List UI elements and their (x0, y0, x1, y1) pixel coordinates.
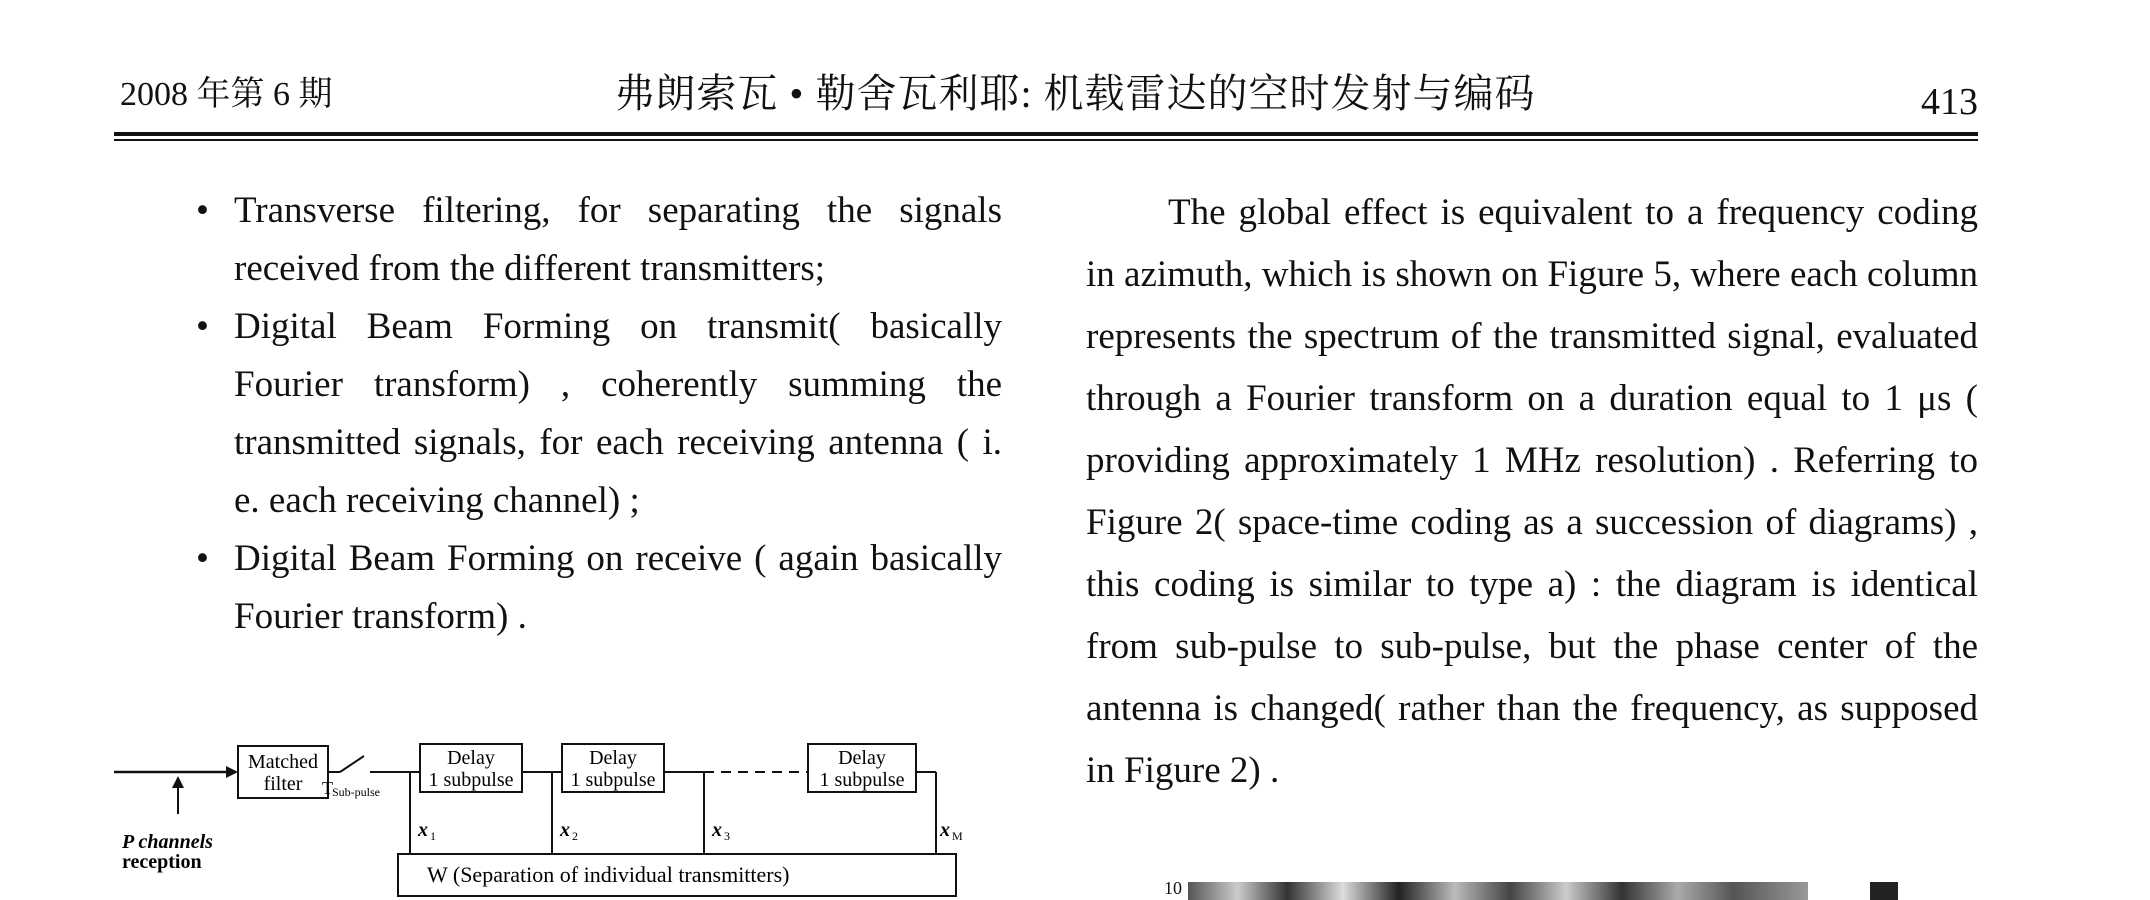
tap-sub-label: M (952, 829, 963, 843)
header-rule-thick (114, 132, 1978, 136)
input-arrowhead (226, 766, 238, 778)
figure4-block-diagram (114, 736, 974, 900)
tap-sub-label: 1 (430, 829, 436, 843)
reception-arrowhead (172, 776, 184, 788)
delay-sub-label-3: 1 subpulse (819, 769, 905, 791)
delay-label-1: Delay (447, 747, 495, 769)
bullet-item: • Digital Beam Forming on receive ( again basically Fourier transform) . (196, 530, 1002, 646)
figure5-image-area (1188, 882, 1808, 900)
channels-label-1: P channels (122, 831, 213, 853)
header-page-number: 413 (1921, 81, 1978, 123)
switch-label: T (322, 778, 333, 798)
switch-blade (340, 756, 364, 772)
bullet-item: • Digital Beam Forming on transmit( basically Fourier transform) , coherently summing the transmitted signals, for each receiving antenna ( i. e. each receiving channel) ; (196, 298, 1002, 530)
separation-label: W (Separation of individual transmitters) (427, 862, 790, 887)
tap-sub-label: 3 (724, 829, 730, 843)
header-title: 弗朗索瓦 • 勒舍瓦利耶: 机载雷达的空时发射与编码 (614, 71, 1536, 116)
header-issue: 2008 年第 6 期 (120, 76, 333, 113)
header-rule-thin (114, 139, 1978, 141)
bullet-item: • Transverse filtering, for separating the signals received from the different transmitters; (196, 182, 1002, 298)
delay-label-3: Delay (838, 747, 886, 769)
tap-label: x (560, 819, 570, 841)
figure5-spectrum-image (1160, 878, 1900, 900)
switch-sub-label: Sub-pulse (332, 785, 380, 799)
figure5-y-tick: 10 (1164, 878, 1182, 898)
body-paragraph: The global effect is equivalent to a frequency coding in azimuth, which is shown on Figure 5, where each column represents the spectrum of the transmitted signal, evaluated through a Fourier transform on a duration equal to 1 μs ( providing approximately 1 MHz resolution) . Referring to Figure 2( space-time coding as a succession of diagrams) , this coding is similar to type a) : the diagram is identical from sub-pulse to sub-pulse, but the phase center of the antenna is changed( rather than the frequency, as supposed in Figure 2) . (1086, 192, 1978, 791)
figure5-colorbar (1870, 882, 1898, 900)
delay-label-2: Delay (589, 747, 637, 769)
matched-filter-label-2: filter (263, 773, 303, 795)
tap-label: x (418, 819, 428, 841)
tap-label: x (712, 819, 722, 841)
tap-sub-label: 2 (572, 829, 578, 843)
channels-label-2: reception (122, 851, 202, 873)
delay-sub-label-2: 1 subpulse (570, 769, 656, 791)
tap-label: x (940, 819, 950, 841)
matched-filter-label-1: Matched (248, 751, 318, 773)
right-column (1086, 182, 1978, 802)
delay-sub-label-1: 1 subpulse (428, 769, 514, 791)
left-column (196, 182, 1002, 646)
